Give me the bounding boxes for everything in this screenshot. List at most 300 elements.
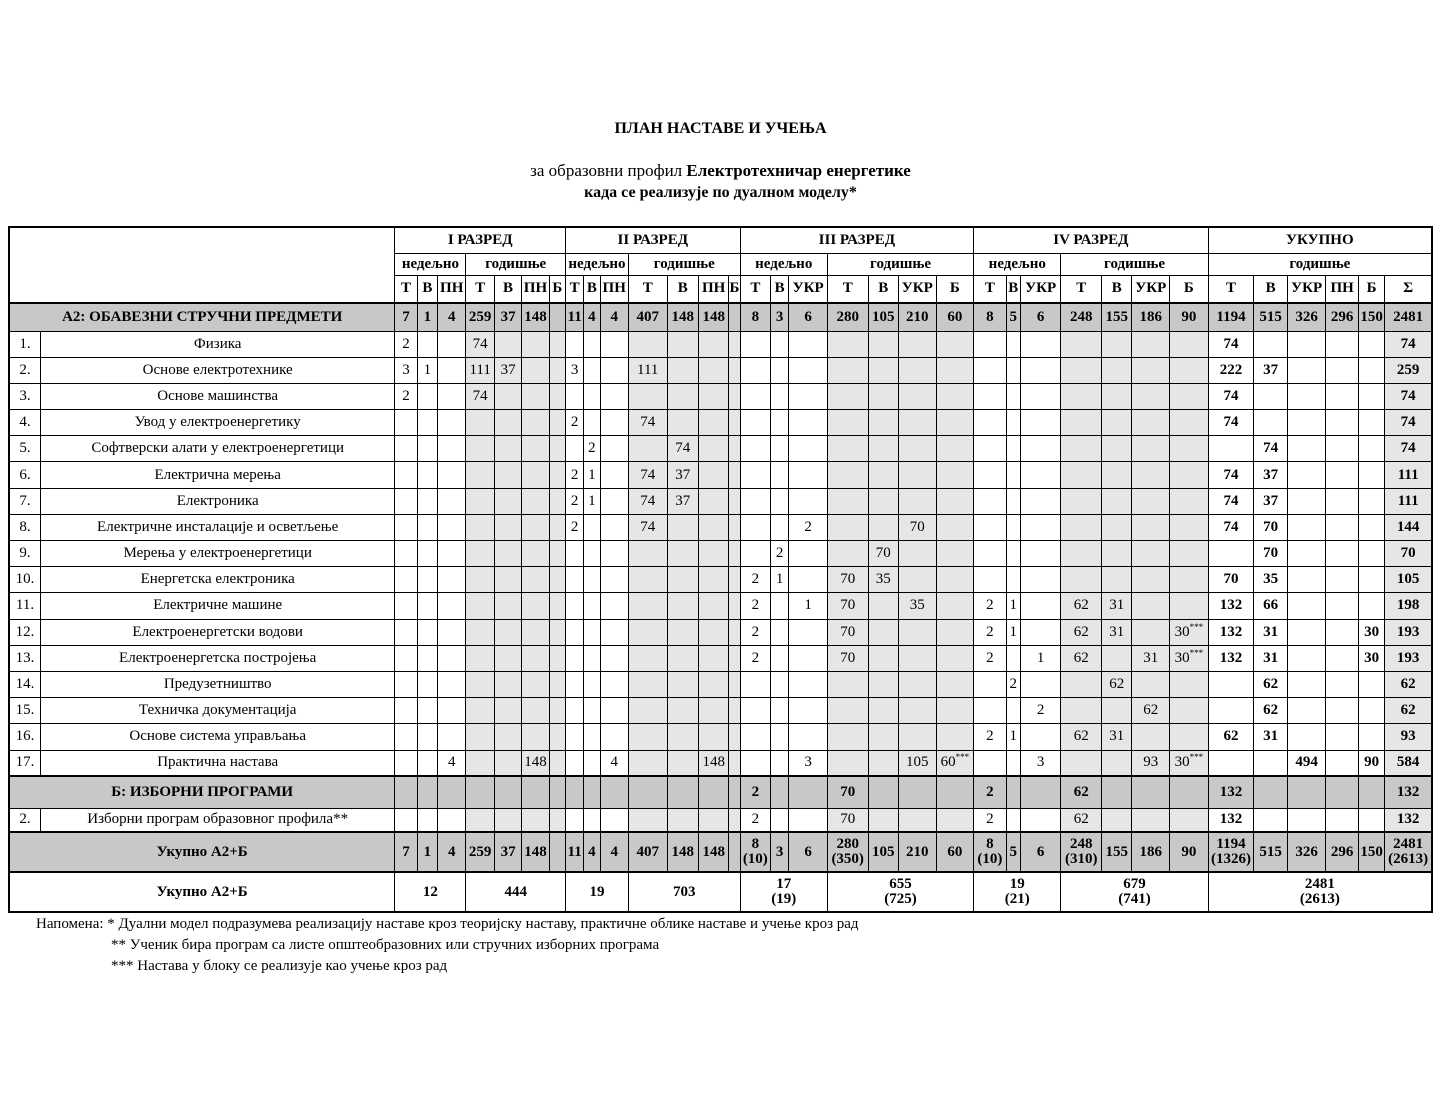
value: 296 bbox=[1330, 843, 1354, 860]
value-cell bbox=[1254, 724, 1288, 750]
value-cell bbox=[1326, 331, 1358, 357]
value-cell bbox=[740, 808, 770, 832]
value: 62 bbox=[1263, 702, 1279, 719]
value-cell bbox=[466, 776, 494, 808]
total-header: УКУПНО bbox=[1208, 227, 1432, 253]
value-cell bbox=[698, 619, 728, 645]
value-cell bbox=[1020, 776, 1061, 808]
value-cell bbox=[1385, 724, 1432, 750]
value-cell bbox=[898, 436, 936, 462]
value-cell bbox=[584, 462, 600, 488]
value-cell bbox=[1358, 776, 1384, 808]
value-cell bbox=[628, 698, 667, 724]
value-cell bbox=[936, 776, 974, 808]
value-cell bbox=[417, 462, 437, 488]
value-cell bbox=[667, 698, 698, 724]
column-header: В bbox=[667, 275, 698, 303]
value-cell bbox=[1102, 567, 1132, 593]
value-cell bbox=[827, 383, 868, 409]
value: 62 bbox=[1073, 728, 1089, 745]
value-cell bbox=[771, 436, 789, 462]
value: 296 bbox=[1330, 308, 1354, 325]
value: 3 bbox=[1036, 754, 1045, 771]
value-cell bbox=[936, 671, 974, 697]
value: 1 bbox=[588, 492, 596, 509]
value-cell bbox=[1254, 808, 1288, 832]
note-1: Напомена: * Дуални модел подразумева реализацију наставе кроз теоријску наставу, практичне облике наставе и учење кроз рад bbox=[36, 916, 859, 932]
value-cell bbox=[1358, 541, 1384, 567]
value-cell bbox=[789, 567, 828, 593]
value-cell bbox=[936, 383, 974, 409]
value-cell bbox=[417, 593, 437, 619]
value-cell bbox=[1208, 619, 1254, 645]
value-cell bbox=[628, 619, 667, 645]
row-number: 2. bbox=[9, 357, 40, 383]
value-cell bbox=[438, 488, 466, 514]
value-cell bbox=[771, 303, 789, 331]
value-cell bbox=[1170, 462, 1209, 488]
section-b-row bbox=[9, 776, 1432, 808]
column-header: Т bbox=[566, 275, 584, 303]
value: 132 bbox=[1219, 649, 1243, 666]
column-header: В bbox=[771, 275, 789, 303]
value-cell bbox=[1006, 750, 1020, 776]
value: 62 bbox=[1223, 728, 1239, 745]
row-number: 16. bbox=[9, 724, 40, 750]
value-cell bbox=[740, 593, 770, 619]
value-cell bbox=[584, 808, 600, 832]
value-cell bbox=[566, 410, 584, 436]
value-cell bbox=[936, 593, 974, 619]
subject-row bbox=[9, 671, 1432, 697]
value-sub: (741) bbox=[1118, 891, 1151, 908]
value-cell bbox=[868, 462, 898, 488]
total-cell bbox=[466, 872, 566, 912]
value-cell bbox=[494, 462, 521, 488]
value-cell bbox=[1287, 357, 1326, 383]
value-cell bbox=[417, 567, 437, 593]
value-cell bbox=[1385, 383, 1432, 409]
value: 2 bbox=[986, 649, 994, 666]
value-cell bbox=[600, 698, 628, 724]
value-cell bbox=[628, 488, 667, 514]
value-cell bbox=[1061, 776, 1102, 808]
value-cell bbox=[1208, 832, 1254, 872]
value-cell bbox=[600, 331, 628, 357]
value-cell bbox=[936, 808, 974, 832]
value-cell bbox=[1326, 698, 1358, 724]
value-cell bbox=[522, 383, 549, 409]
value-cell bbox=[1385, 750, 1432, 776]
total-row-2 bbox=[9, 872, 1432, 912]
value-cell bbox=[729, 567, 740, 593]
value-cell bbox=[1287, 488, 1326, 514]
value-cell bbox=[466, 541, 494, 567]
value-cell bbox=[584, 619, 600, 645]
value: 74 bbox=[1223, 335, 1239, 352]
value-cell bbox=[1254, 331, 1288, 357]
value-cell bbox=[1326, 808, 1358, 832]
value-cell bbox=[395, 808, 417, 832]
value-cell bbox=[395, 776, 417, 808]
value-cell bbox=[600, 462, 628, 488]
value-cell bbox=[1061, 645, 1102, 671]
value-cell bbox=[438, 410, 466, 436]
value-cell bbox=[898, 383, 936, 409]
value: 11 bbox=[567, 843, 582, 860]
total-cell bbox=[628, 872, 740, 912]
value-cell bbox=[868, 331, 898, 357]
value-cell bbox=[628, 593, 667, 619]
value-cell bbox=[600, 832, 628, 872]
value-cell bbox=[771, 462, 789, 488]
value-cell bbox=[1326, 410, 1358, 436]
row-number: 2. bbox=[9, 808, 40, 832]
value-cell bbox=[466, 488, 494, 514]
value-cell bbox=[771, 410, 789, 436]
value-cell bbox=[868, 567, 898, 593]
value-cell bbox=[868, 514, 898, 540]
value-cell bbox=[494, 541, 521, 567]
value-cell bbox=[1358, 383, 1384, 409]
value: 444 bbox=[504, 883, 527, 900]
value-cell bbox=[974, 619, 1006, 645]
subject-row bbox=[9, 541, 1432, 567]
value-cell bbox=[789, 593, 828, 619]
value-cell bbox=[494, 832, 521, 872]
value: 4 bbox=[447, 754, 456, 771]
subject-name: Изборни програм образовног профила** bbox=[40, 808, 394, 832]
footnote-mark: *** bbox=[1189, 621, 1204, 632]
value-cell bbox=[628, 645, 667, 671]
value-cell bbox=[868, 488, 898, 514]
value: 60 bbox=[947, 843, 963, 860]
value-cell bbox=[494, 750, 521, 776]
value-cell bbox=[868, 724, 898, 750]
value-cell bbox=[868, 357, 898, 383]
value-cell bbox=[868, 410, 898, 436]
value-cell bbox=[740, 303, 770, 331]
value-sub: (725) bbox=[884, 891, 917, 908]
value-cell bbox=[898, 541, 936, 567]
value: 4 bbox=[610, 754, 618, 771]
subject-name: Практична настава bbox=[40, 750, 394, 776]
value-cell bbox=[729, 671, 740, 697]
value-cell bbox=[1170, 776, 1209, 808]
value-cell bbox=[466, 383, 494, 409]
value-cell bbox=[1132, 808, 1170, 832]
total-cell bbox=[395, 872, 466, 912]
value-cell bbox=[1006, 541, 1020, 567]
value-cell bbox=[438, 750, 466, 776]
value: 407 bbox=[636, 308, 659, 325]
subject-row bbox=[9, 410, 1432, 436]
value-cell bbox=[729, 776, 740, 808]
value: 8 bbox=[751, 308, 760, 325]
value-cell bbox=[522, 541, 549, 567]
value: 2481 bbox=[1304, 876, 1335, 893]
value-cell bbox=[827, 357, 868, 383]
value-cell bbox=[1254, 488, 1288, 514]
value-cell bbox=[729, 698, 740, 724]
value-cell bbox=[1254, 645, 1288, 671]
value-cell bbox=[974, 776, 1006, 808]
value-cell bbox=[1208, 750, 1254, 776]
value-cell bbox=[667, 410, 698, 436]
value-cell bbox=[1006, 593, 1020, 619]
value-cell bbox=[1020, 750, 1061, 776]
value-cell bbox=[771, 593, 789, 619]
value: 66 bbox=[1263, 597, 1279, 614]
value: 19 bbox=[1009, 876, 1025, 893]
value: 2 bbox=[751, 783, 760, 800]
value-cell bbox=[395, 750, 417, 776]
value-cell bbox=[771, 832, 789, 872]
value-cell bbox=[1358, 331, 1384, 357]
value-cell bbox=[1170, 619, 1209, 645]
value-cell bbox=[868, 698, 898, 724]
value: 7 bbox=[402, 843, 410, 860]
value-cell bbox=[1170, 750, 1209, 776]
value-cell bbox=[1326, 303, 1358, 331]
value-cell bbox=[1061, 462, 1102, 488]
subject-name: Техничка документација bbox=[40, 698, 394, 724]
value: 186 bbox=[1139, 843, 1163, 860]
value-cell bbox=[789, 750, 828, 776]
value-cell bbox=[1020, 567, 1061, 593]
value-cell bbox=[1287, 462, 1326, 488]
subject-row bbox=[9, 514, 1432, 540]
value-cell bbox=[936, 462, 974, 488]
note-3: *** Настава у блоку се реализује као учење кроз рад bbox=[111, 958, 448, 974]
value: 37 bbox=[1263, 361, 1279, 378]
value: 31 bbox=[1263, 649, 1279, 666]
column-header: УКР bbox=[1287, 275, 1326, 303]
value-cell bbox=[1102, 541, 1132, 567]
subject-row bbox=[9, 462, 1432, 488]
value-cell bbox=[771, 671, 789, 697]
value-cell bbox=[395, 514, 417, 540]
value-cell bbox=[466, 832, 494, 872]
value-cell bbox=[868, 671, 898, 697]
value-cell bbox=[466, 645, 494, 671]
value: 37 bbox=[675, 492, 691, 509]
value-cell bbox=[974, 303, 1006, 331]
value-cell bbox=[566, 645, 584, 671]
value-cell bbox=[974, 514, 1006, 540]
value-cell bbox=[974, 541, 1006, 567]
page-title: ПЛАН НАСТАВЕ И УЧЕЊА bbox=[614, 120, 827, 137]
value-cell bbox=[600, 619, 628, 645]
row-number: 8. bbox=[9, 514, 40, 540]
value-cell bbox=[466, 514, 494, 540]
value-cell bbox=[1208, 671, 1254, 697]
value-cell bbox=[974, 462, 1006, 488]
value-cell bbox=[417, 750, 437, 776]
value-cell bbox=[584, 436, 600, 462]
g1-annual: годишње bbox=[466, 253, 566, 275]
value: 2 bbox=[751, 623, 760, 640]
value: 2 bbox=[986, 783, 994, 800]
value-cell bbox=[466, 462, 494, 488]
value-cell bbox=[667, 488, 698, 514]
value: 4 bbox=[588, 843, 596, 860]
value-cell bbox=[600, 541, 628, 567]
value-cell bbox=[789, 488, 828, 514]
value: 494 bbox=[1295, 754, 1318, 771]
value-cell bbox=[566, 724, 584, 750]
value-cell bbox=[549, 750, 565, 776]
value-cell bbox=[789, 462, 828, 488]
column-header: Σ bbox=[1385, 275, 1432, 303]
value-cell bbox=[698, 462, 728, 488]
value-cell bbox=[417, 357, 437, 383]
column-header: В bbox=[584, 275, 600, 303]
value-cell bbox=[1102, 645, 1132, 671]
value-cell bbox=[1132, 541, 1170, 567]
column-header: В bbox=[1102, 275, 1132, 303]
value-cell bbox=[868, 645, 898, 671]
value-cell bbox=[1132, 671, 1170, 697]
value-cell bbox=[698, 750, 728, 776]
value-cell bbox=[1020, 808, 1061, 832]
value-cell bbox=[466, 567, 494, 593]
value-cell bbox=[698, 541, 728, 567]
value-cell bbox=[1208, 410, 1254, 436]
value-cell bbox=[729, 331, 740, 357]
value-cell bbox=[698, 832, 728, 872]
profile-name: Електротехничар енергетике bbox=[686, 161, 911, 180]
value: 74 bbox=[1223, 387, 1239, 404]
value-cell bbox=[395, 410, 417, 436]
subject-name: Електроенергетски водови bbox=[40, 619, 394, 645]
value: 70 bbox=[1263, 545, 1279, 562]
value-cell bbox=[789, 619, 828, 645]
value-cell bbox=[740, 488, 770, 514]
value-cell bbox=[600, 514, 628, 540]
value-cell bbox=[417, 436, 437, 462]
value-cell bbox=[628, 357, 667, 383]
value-cell bbox=[974, 832, 1006, 872]
value-cell bbox=[1208, 462, 1254, 488]
value-cell bbox=[936, 357, 974, 383]
value-cell bbox=[417, 698, 437, 724]
value: 148 bbox=[671, 843, 694, 860]
value-cell bbox=[740, 514, 770, 540]
value-cell bbox=[1102, 488, 1132, 514]
value: 248 bbox=[1069, 836, 1093, 853]
value-cell bbox=[698, 488, 728, 514]
value-cell bbox=[395, 671, 417, 697]
value-cell bbox=[1020, 436, 1061, 462]
value-cell bbox=[1006, 331, 1020, 357]
value-cell bbox=[522, 303, 549, 331]
value-cell bbox=[1061, 808, 1102, 832]
value-cell bbox=[549, 541, 565, 567]
value: 210 bbox=[905, 308, 929, 325]
value: 105 bbox=[871, 843, 895, 860]
column-header: Б bbox=[729, 275, 740, 303]
subject-name: Електричне машине bbox=[40, 593, 394, 619]
value: 62 bbox=[1073, 597, 1089, 614]
value: 31 bbox=[1109, 597, 1125, 614]
value-cell bbox=[417, 724, 437, 750]
value-cell bbox=[395, 303, 417, 331]
value: 74 bbox=[1400, 387, 1416, 404]
value-cell bbox=[1132, 462, 1170, 488]
value: 30 bbox=[1364, 649, 1380, 666]
value-cell bbox=[1020, 383, 1061, 409]
value-cell bbox=[698, 567, 728, 593]
value-cell bbox=[1287, 567, 1326, 593]
value-cell bbox=[1170, 832, 1209, 872]
value-cell bbox=[628, 808, 667, 832]
value-cell bbox=[417, 832, 437, 872]
value-cell bbox=[1254, 776, 1288, 808]
value-cell bbox=[1385, 776, 1432, 808]
value: 148 bbox=[702, 843, 725, 860]
value-cell bbox=[466, 593, 494, 619]
value-cell bbox=[600, 357, 628, 383]
value-cell bbox=[522, 619, 549, 645]
value: 132 bbox=[1219, 597, 1243, 614]
row-number: 14. bbox=[9, 671, 40, 697]
value: 6 bbox=[804, 843, 812, 860]
column-header: ПН bbox=[522, 275, 549, 303]
value-cell bbox=[827, 808, 868, 832]
value-cell bbox=[936, 488, 974, 514]
value: 132 bbox=[1219, 623, 1243, 640]
value-cell bbox=[584, 698, 600, 724]
value-cell bbox=[898, 832, 936, 872]
value-cell bbox=[600, 303, 628, 331]
value-cell bbox=[600, 410, 628, 436]
value-cell bbox=[417, 808, 437, 832]
value-sub: (2613) bbox=[1299, 891, 1340, 908]
value: 2 bbox=[986, 623, 994, 640]
value-cell bbox=[522, 808, 549, 832]
value-cell bbox=[628, 331, 667, 357]
value-cell bbox=[974, 383, 1006, 409]
value: 17 bbox=[776, 876, 792, 893]
value-cell bbox=[395, 645, 417, 671]
value-cell bbox=[740, 383, 770, 409]
value-cell bbox=[827, 488, 868, 514]
value: 193 bbox=[1396, 649, 1420, 666]
value-cell bbox=[1287, 514, 1326, 540]
value-cell bbox=[395, 724, 417, 750]
value: 3 bbox=[402, 361, 410, 378]
value-cell bbox=[974, 436, 1006, 462]
value: 70 bbox=[840, 623, 856, 640]
value: 132 bbox=[1396, 783, 1420, 800]
value-cell bbox=[1102, 514, 1132, 540]
value-cell bbox=[566, 619, 584, 645]
total-annual: годишње bbox=[1208, 253, 1432, 275]
value-cell bbox=[1061, 303, 1102, 331]
value-cell bbox=[566, 776, 584, 808]
value-cell bbox=[936, 436, 974, 462]
subject-row bbox=[9, 724, 1432, 750]
value-cell bbox=[1287, 671, 1326, 697]
value-cell bbox=[566, 331, 584, 357]
value-cell bbox=[698, 514, 728, 540]
value: 70 bbox=[840, 649, 856, 666]
value: 1 bbox=[1036, 649, 1045, 666]
value-cell bbox=[549, 331, 565, 357]
value: 4 bbox=[588, 308, 596, 325]
value: 8 bbox=[986, 836, 994, 853]
